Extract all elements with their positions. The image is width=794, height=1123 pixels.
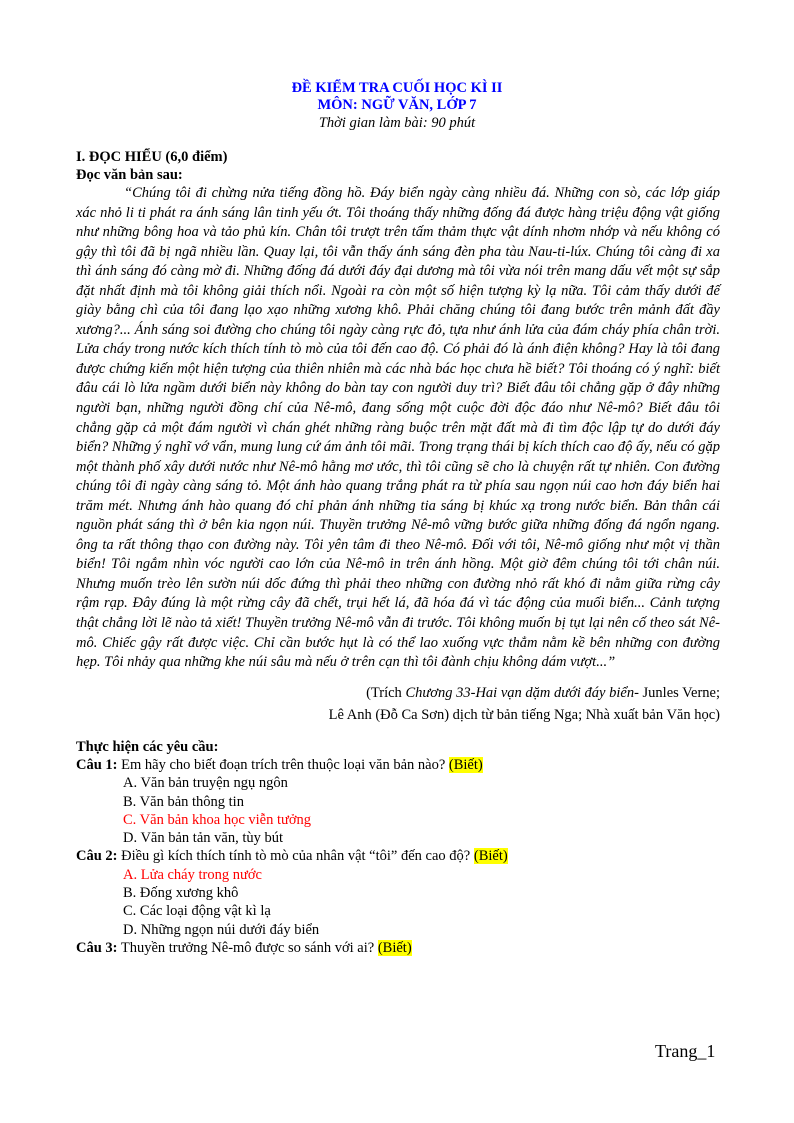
- tasks: [76, 738, 720, 958]
- question-text: Em hãy cho biết đoạn trích trên thuộc loại văn bản nào?: [117, 756, 449, 773]
- option-1a: A. Văn bản truyện ngụ ngôn: [123, 775, 288, 792]
- option-1b: B. Văn bản thông tin: [123, 793, 244, 810]
- question-label: Câu 2:: [76, 848, 118, 865]
- source-prefix: (Trích: [366, 684, 406, 701]
- source-line-1: [76, 682, 720, 704]
- read-label: Đọc văn bản sau:: [76, 167, 183, 183]
- source-line-2: Lê Anh (Đỗ Ca Sơn) dịch từ bản tiếng Nga; Nhà xuất bản Văn học): [328, 706, 720, 723]
- question-text: Điều gì kích thích tính tò mò của nhân vật “tôi” đến cao độ?: [117, 848, 474, 865]
- question-label: Câu 1:: [76, 756, 118, 773]
- level-badge: (Biết): [377, 939, 412, 956]
- question-text: Thuyền trưởng Nê-mô được so sánh với ai?: [117, 939, 378, 956]
- option-1d: D. Văn bản tản văn, tùy bút: [123, 830, 284, 847]
- exam-subject: MÔN: NGỮ VĂN, LỚP 7: [317, 97, 477, 113]
- option-2c: C. Các loại động vật kì lạ: [123, 903, 271, 920]
- page-number: Trang_1: [655, 1041, 716, 1061]
- source-suffix: - Junles Verne;: [634, 684, 720, 701]
- option-2a-answer: A. Lửa cháy trong nước: [123, 866, 262, 883]
- exam-header: [0, 80, 794, 132]
- exam-title: ĐỀ KIỂM TRA CUỐI HỌC KÌ II: [291, 80, 503, 96]
- tasks-label: Thực hiện các yêu cầu:: [76, 738, 219, 755]
- question-3: [76, 939, 720, 957]
- reading-section: [76, 148, 720, 957]
- source-work: Chương 33-Hai vạn dặm dưới đáy biển: [405, 684, 635, 701]
- option-2b: B. Đống xương khô: [123, 885, 239, 902]
- section-heading: I. ĐỌC HIỂU (6,0 điểm): [76, 149, 228, 165]
- question-label: Câu 3:: [76, 939, 118, 956]
- option-1c-answer: C. Văn bản khoa học viễn tưởng: [123, 811, 312, 828]
- level-badge: (Biết): [448, 756, 483, 773]
- option-2d: D. Những ngọn núi dưới đáy biển: [123, 921, 320, 938]
- question-1: [76, 756, 720, 774]
- passage-source: [76, 682, 720, 726]
- exam-time: Thời gian làm bài: 90 phút: [318, 115, 476, 131]
- level-badge: (Biết): [473, 848, 508, 865]
- question-2: [76, 847, 720, 865]
- reading-passage: “Chúng tôi đi chừng nửa tiếng đồng hồ. Đáy biển ngày càng nhiều đá. Những con sò, các lớp giáp xác nhỏ li ti phát ra ánh sáng lân tinh yếu ớt. Tôi thoáng thấy những đống đá được hàng triệu động vật giống như những bông hoa và tảo phủ kín. Chân tôi trượt trên tấm thảm thực vật dính nhơm nhớp và nếu không có gậy thì tôi đã bị ngã nhiều lần. Quay lại, tôi vẫn thấy ánh sáng đèn pha tàu Nau-ti-lúx. Chúng tôi càng đi xa thì ánh sáng đó càng mờ đi. Những đống đá dưới đáy đại dương mà tôi vừa nói trên mang dấu vết một sự sắp đặt nhất định mà tôi không giải thích nổi. Ngoài ra còn một số hiện tượng kỳ lạ nữa. Tôi cảm thấy dưới đế giày bằng chì của tôi đang lạo xạo những xương khô. Phải chăng chúng tôi đang bước trên mảnh đất đầy xương?... Ánh sáng soi đường cho chúng tôi ngày càng rực đỏ, tựa như ánh lửa của đám cháy phía chân trời. Lửa cháy trong nước kích thích tính tò mò của tôi đến cao độ. Có phải đó là ánh điện không? Hay là tôi đang được chứng kiến một hiện tượng của thiên nhiên mà các nhà bác học chưa hề biết? Tôi thoáng có ý nghĩ: biết đâu cái lò lửa ngầm dưới biển này không do bàn tay con người duy trì? Biết đâu tôi chẳng gặp ở đây những người bạn, những người đồng chí của Nê-mô, đang sống một cuộc đời độc đáo như Nê-mô? Biết đâu tôi chẳng gặp cả một đám người vì chán ghét những ràng buộc trên mặt đất mà đi tìm độc lập tự do dưới đáy biển? Những ý nghĩ vớ vẩn, mung lung cứ ám ảnh tôi mãi. Trong trạng thái bị kích thích cao độ ấy, nếu có gặp một thành phố xây dưới nước như Nê-mô hằng mơ ước, thì tôi cũng sẽ cho là chuyện rất tự nhiên. Con đường chúng tôi đi ngày càng sáng tỏ. Một ánh hào quang trắng phát ra từ phía sau ngọn núi cao hơn đáy biển hai trăm mét. Nhưng ánh hào quang đó chỉ phản ánh những tia sáng bị khúc xạ trong nước biển. Bản thân cái nguồn phát sáng thì ở bên kia ngọn núi. Thuyền trưởng Nê-mô vững bước giữa những đống đá ngổn ngang. ông ta rất thông thạo con đường này. Tôi yên tâm đi theo Nê-mô. Đối với tôi, Nê-mô giống như một vị thần biển! Tôi ngắm nhìn vóc người cao lớn của Nê-mô in trên ánh hồng. Một giờ đêm chúng tôi tới chân núi. Nhưng muốn trèo lên sườn núi dốc đứng thì phải theo những con đường nhỏ rất khó đi nằm giữa rừng cây rậm rạp. Đây đúng là một rừng cây đã chết, trụi hết lá, đã hóa đá vì tác động của muối biển... Cảnh tượng thật chẳng lời lẽ nào tả xiết! Thuyền trưởng Nê-mô vẫn đi trước. Tôi không muốn bị tụt lại nên cố theo sát Nê-mô. Chiếc gậy rất được việc. Chỉ cần bước hụt là có thể lao xuống vực thẳm nằm kề bên những con đường hẹp. Tôi nhảy qua những khe núi sâu mà nếu ở trên cạn thì tôi đành chịu không dám vượt...”: [76, 185, 720, 671]
